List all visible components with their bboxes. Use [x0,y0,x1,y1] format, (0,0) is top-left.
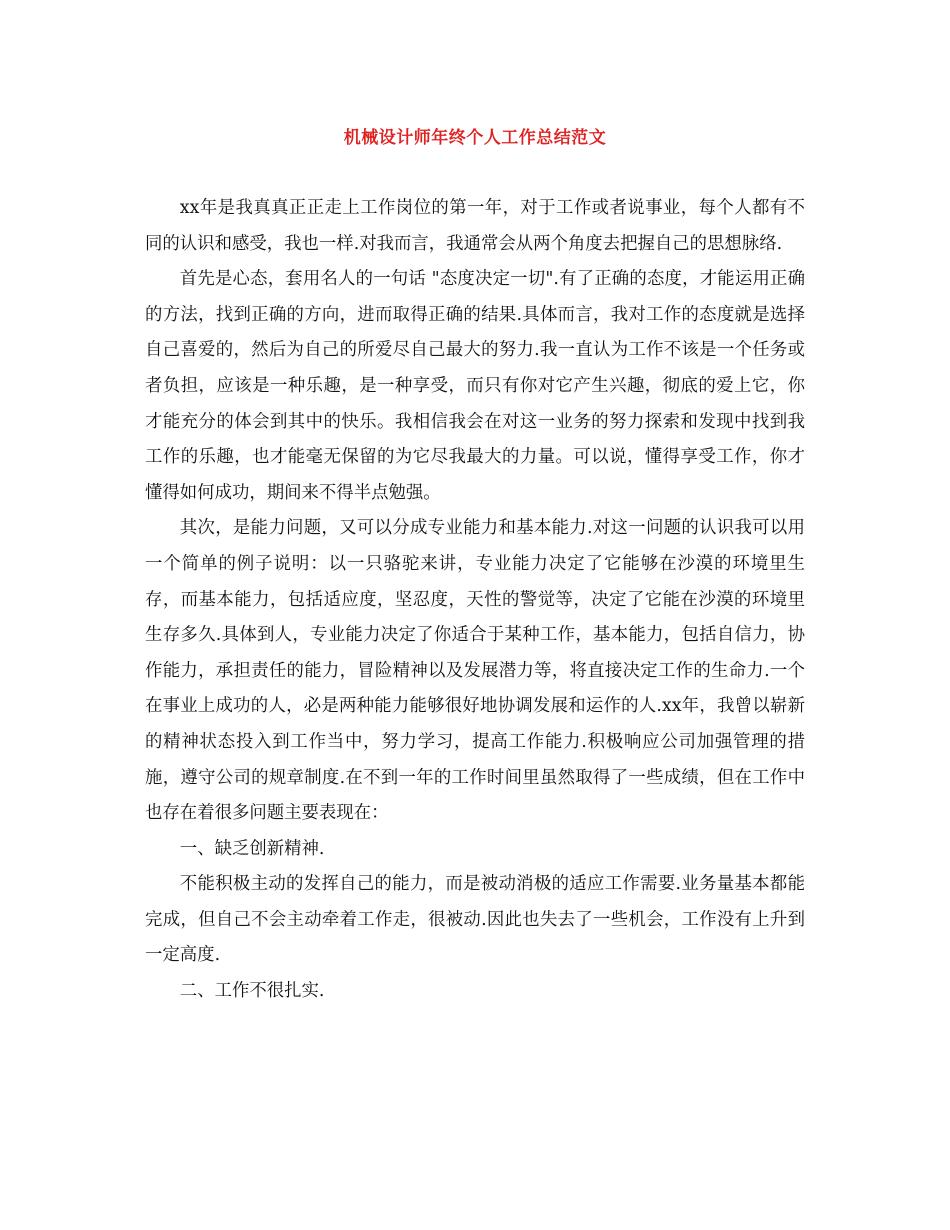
document-body [145,191,805,1010]
document-title: 机械设计师年终个人工作总结范文 [343,128,607,148]
paragraph: 不能积极主动的发挥自己的能力，而是被动消极的适应工作需要.业务量基本都能完成，但自己不会主动牵着工作走，很被动.因此也失去了一些机会，工作没有上升到一定高度. [145,874,805,966]
paragraph: 其次，是能力问题，又可以分成专业能力和基本能力.对这一问题的认识我可以用一个简单的例子说明：以一只骆驼来讲，专业能力决定了它能够在沙漠的环境里生存，而基本能力，包括适应度，坚忍度，天性的警觉等，决定了它能在沙漠的环境里生存多久.具体到人，专业能力决定了你适合于某种工作，基本能力，包括自信力，协作能力，承担责任的能力，冒险精神以及发展潜力等，将直接决定工作的生命力.一个在事业上成功的人，必是两种能力能够很好地协调发展和运作的人.xx年，我曾以崭新的精神状态投入到工作当中，努力学习，提高工作能力.积极响应公司加强管理的措施，遵守公司的规章制度.在不到一年的工作时间里虽然取得了一些成绩，但在工作中也存在着很多问题主要表现在： [145,518,805,824]
paragraph: 一、缺乏创新精神. [179,838,325,859]
paragraph: xx年是我真真正正走上工作岗位的第一年，对于工作或者说事业，每个人都有不同的认识和感受，我也一样.对我而言，我通常会从两个角度去把握自己的思想脉络. [145,198,805,254]
paragraph: 首先是心态，套用名人的一句话 "态度决定一切".有了正确的态度，才能运用正确的方法，找到正确的方向，进而取得正确的结果.具体而言，我对工作的态度就是选择自己喜爱的，然后为自己的所爱尽自己最大的努力.我一直认为工作不该是一个任务或者负担，应该是一种乐趣，是一种享受，而只有你对它产生兴趣，彻底的爱上它，你才能充分的体会到其中的快乐。我相信我会在对这一业务的努力探索和发现中找到我工作的乐趣，也才能毫无保留的为它尽我最大的力量。可以说，懂得享受工作，你才懂得如何成功，期间来不得半点勉强。 [145,269,805,503]
paragraph: 二、工作不很扎实. [179,981,325,1002]
